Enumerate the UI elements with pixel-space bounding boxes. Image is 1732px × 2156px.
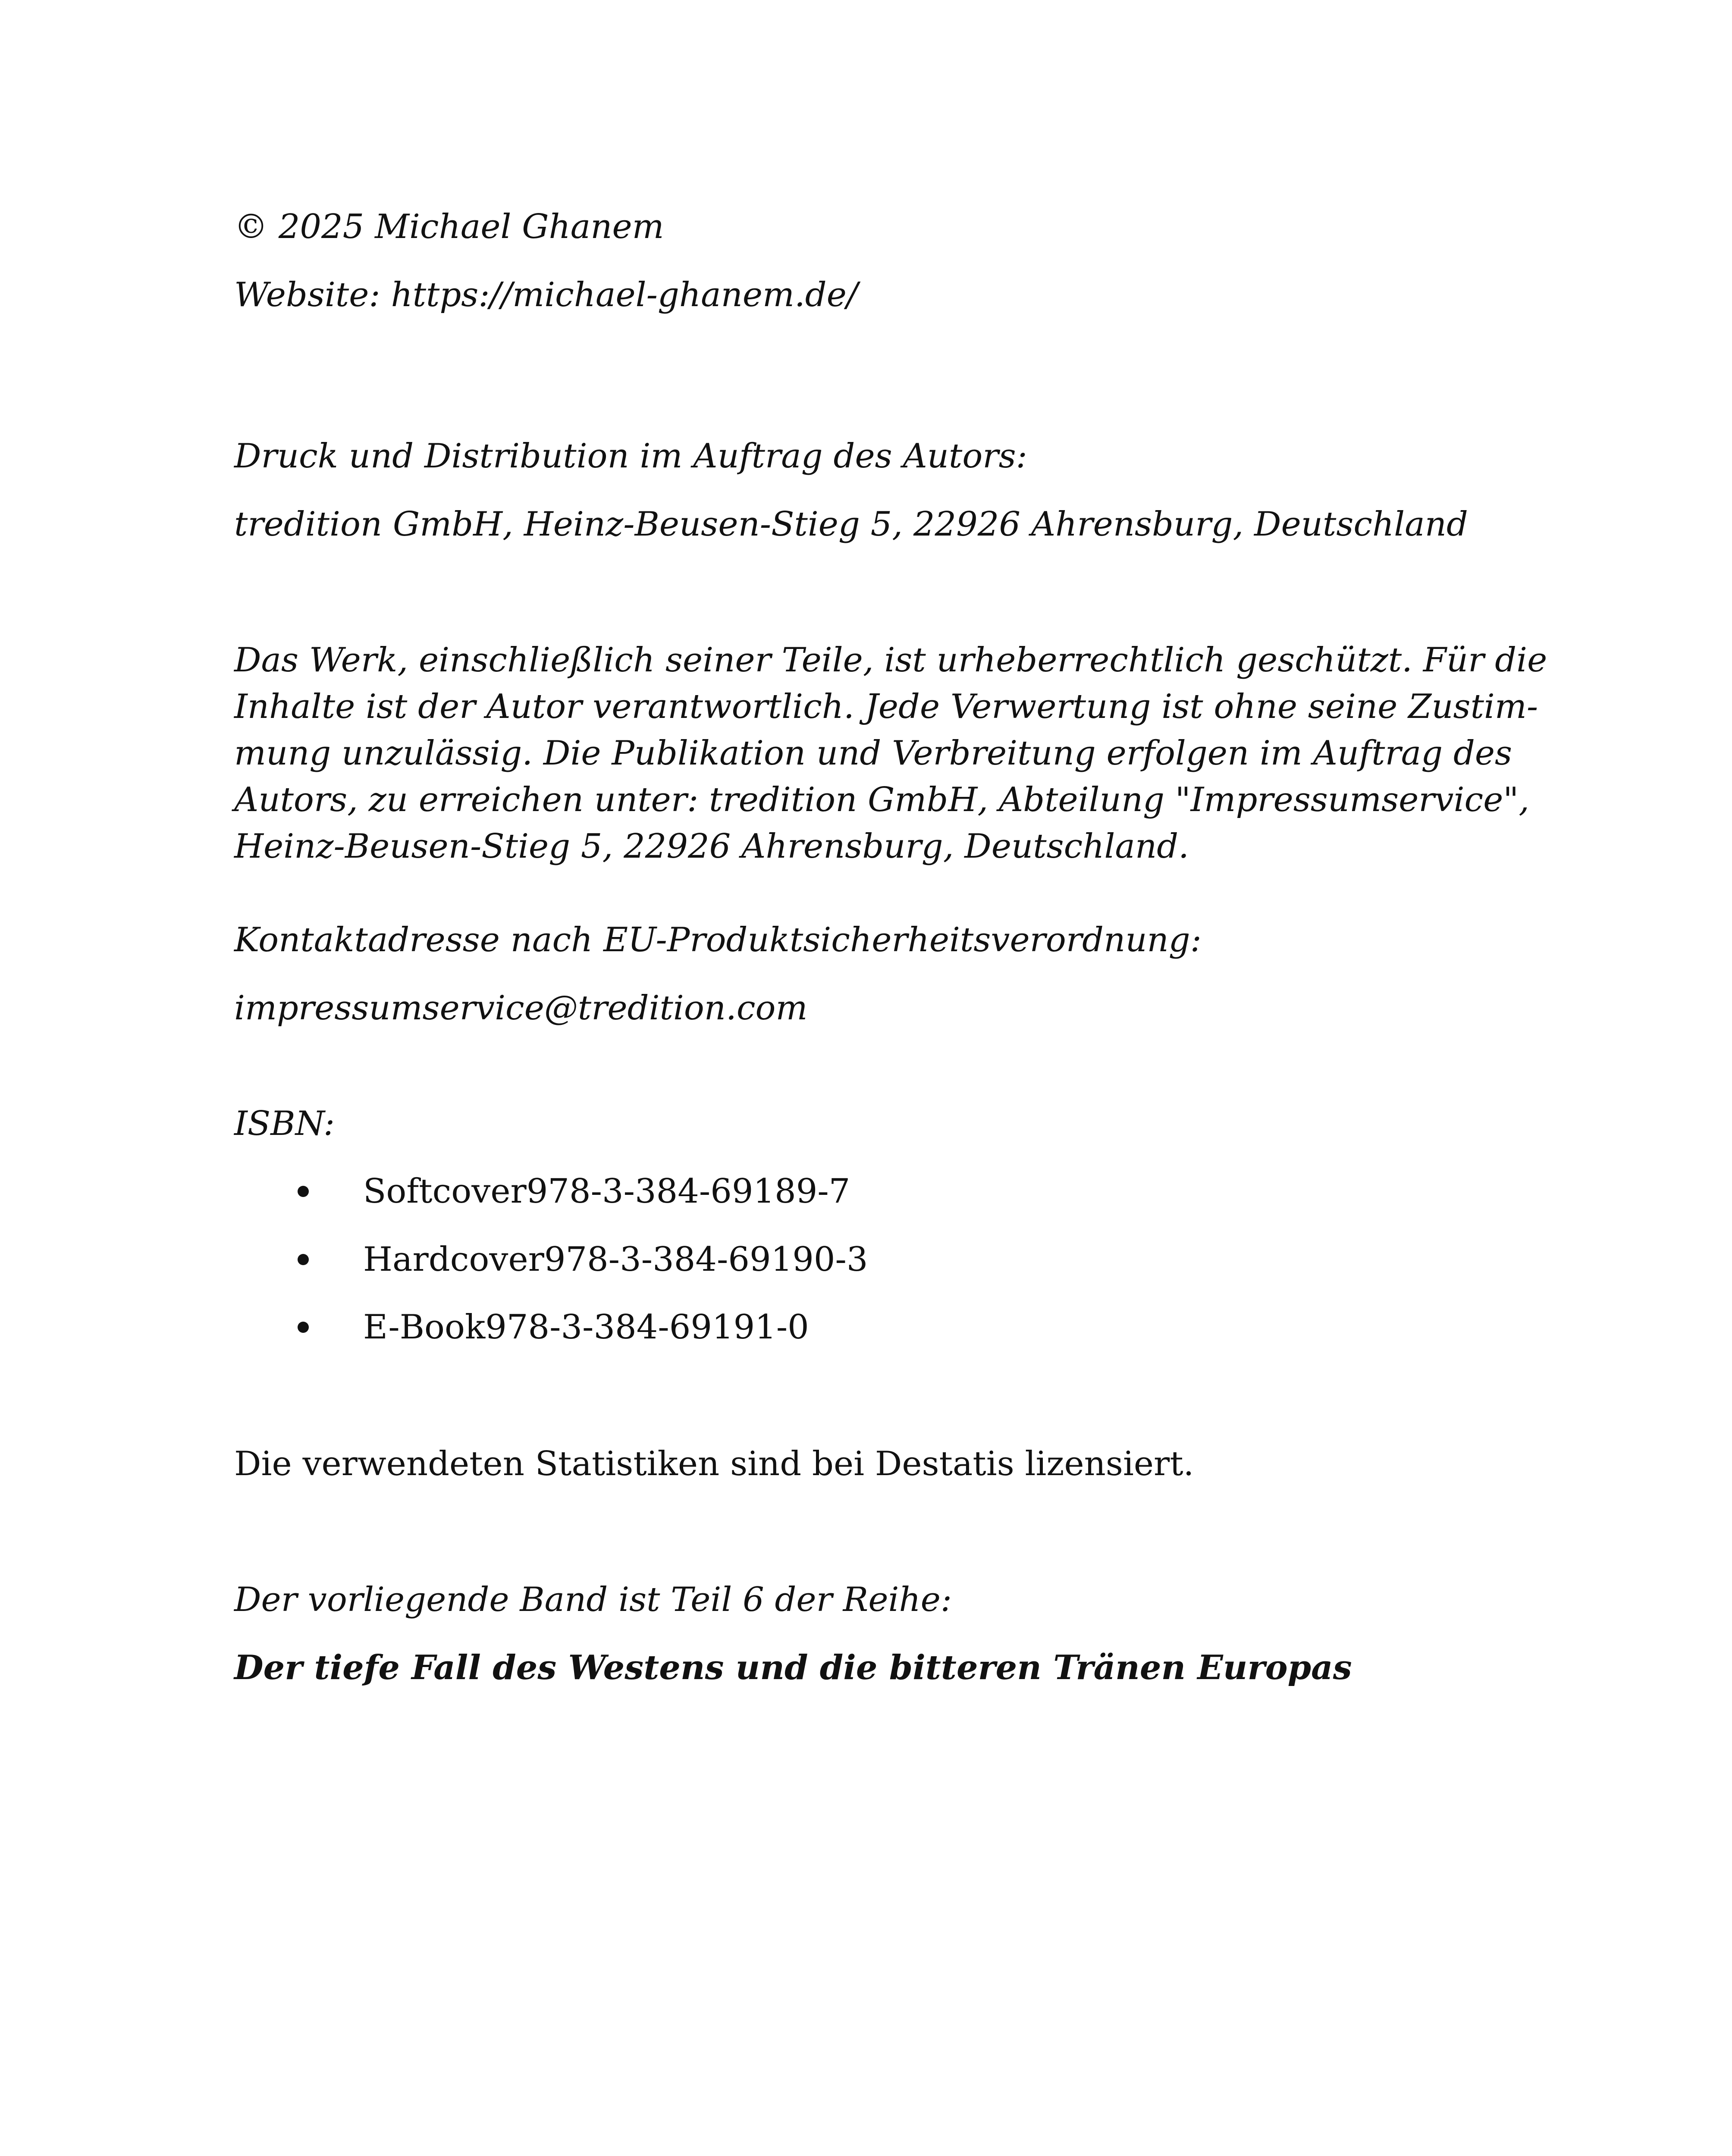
- bullet-icon: [298, 1254, 309, 1265]
- isbn-item-text: Softcover978-3-384-69189-7: [363, 1172, 850, 1211]
- contact-email: impressumservice@tredition.com: [234, 989, 808, 1028]
- contact-heading: Kontaktadresse nach EU-Produktsicherheitsverordnung:: [234, 921, 1202, 959]
- isbn-item-text: E-Book978-3-384-69191-0: [363, 1308, 809, 1347]
- series-intro: Der vorliegende Band ist Teil 6 der Reihe:: [234, 1580, 952, 1619]
- website-line: Website: https://michael-ghanem.de/: [234, 276, 858, 314]
- isbn-label: ISBN:: [234, 1104, 335, 1143]
- rights-line: Das Werk, einschließlich seiner Teile, ist urheberrechtlich geschützt. Für die: [234, 641, 1547, 680]
- isbn-item-text: Hardcover978-3-384-69190-3: [363, 1240, 868, 1279]
- statistics-note: Die verwendeten Statistiken sind bei Destatis lizensiert.: [234, 1445, 1194, 1483]
- rights-line: Heinz-Beusen-Stieg 5, 22926 Ahrensburg, Deutschland.: [234, 827, 1189, 866]
- bullet-icon: [298, 1322, 309, 1333]
- series-title: Der tiefe Fall des Westens und die bitteren Tränen Europas: [234, 1648, 1352, 1687]
- rights-line: mung unzulässig. Die Publikation und Verbreitung erfolgen im Auftrag des: [234, 734, 1512, 773]
- rights-paragraph: [234, 637, 1547, 870]
- copyright-line: © 2025 Michael Ghanem: [234, 207, 664, 246]
- rights-line: Autors, zu erreichen unter: tredition GmbH, Abteilung "Impressumservice",: [234, 780, 1530, 819]
- print-heading: Druck und Distribution im Auftrag des Autors:: [234, 437, 1027, 476]
- bullet-icon: [298, 1186, 309, 1197]
- rights-line: Inhalte ist der Autor verantwortlich. Jede Verwertung ist ohne seine Zustim-: [234, 687, 1538, 726]
- print-address: tredition GmbH, Heinz-Beusen-Stieg 5, 22926 Ahrensburg, Deutschland: [234, 505, 1468, 544]
